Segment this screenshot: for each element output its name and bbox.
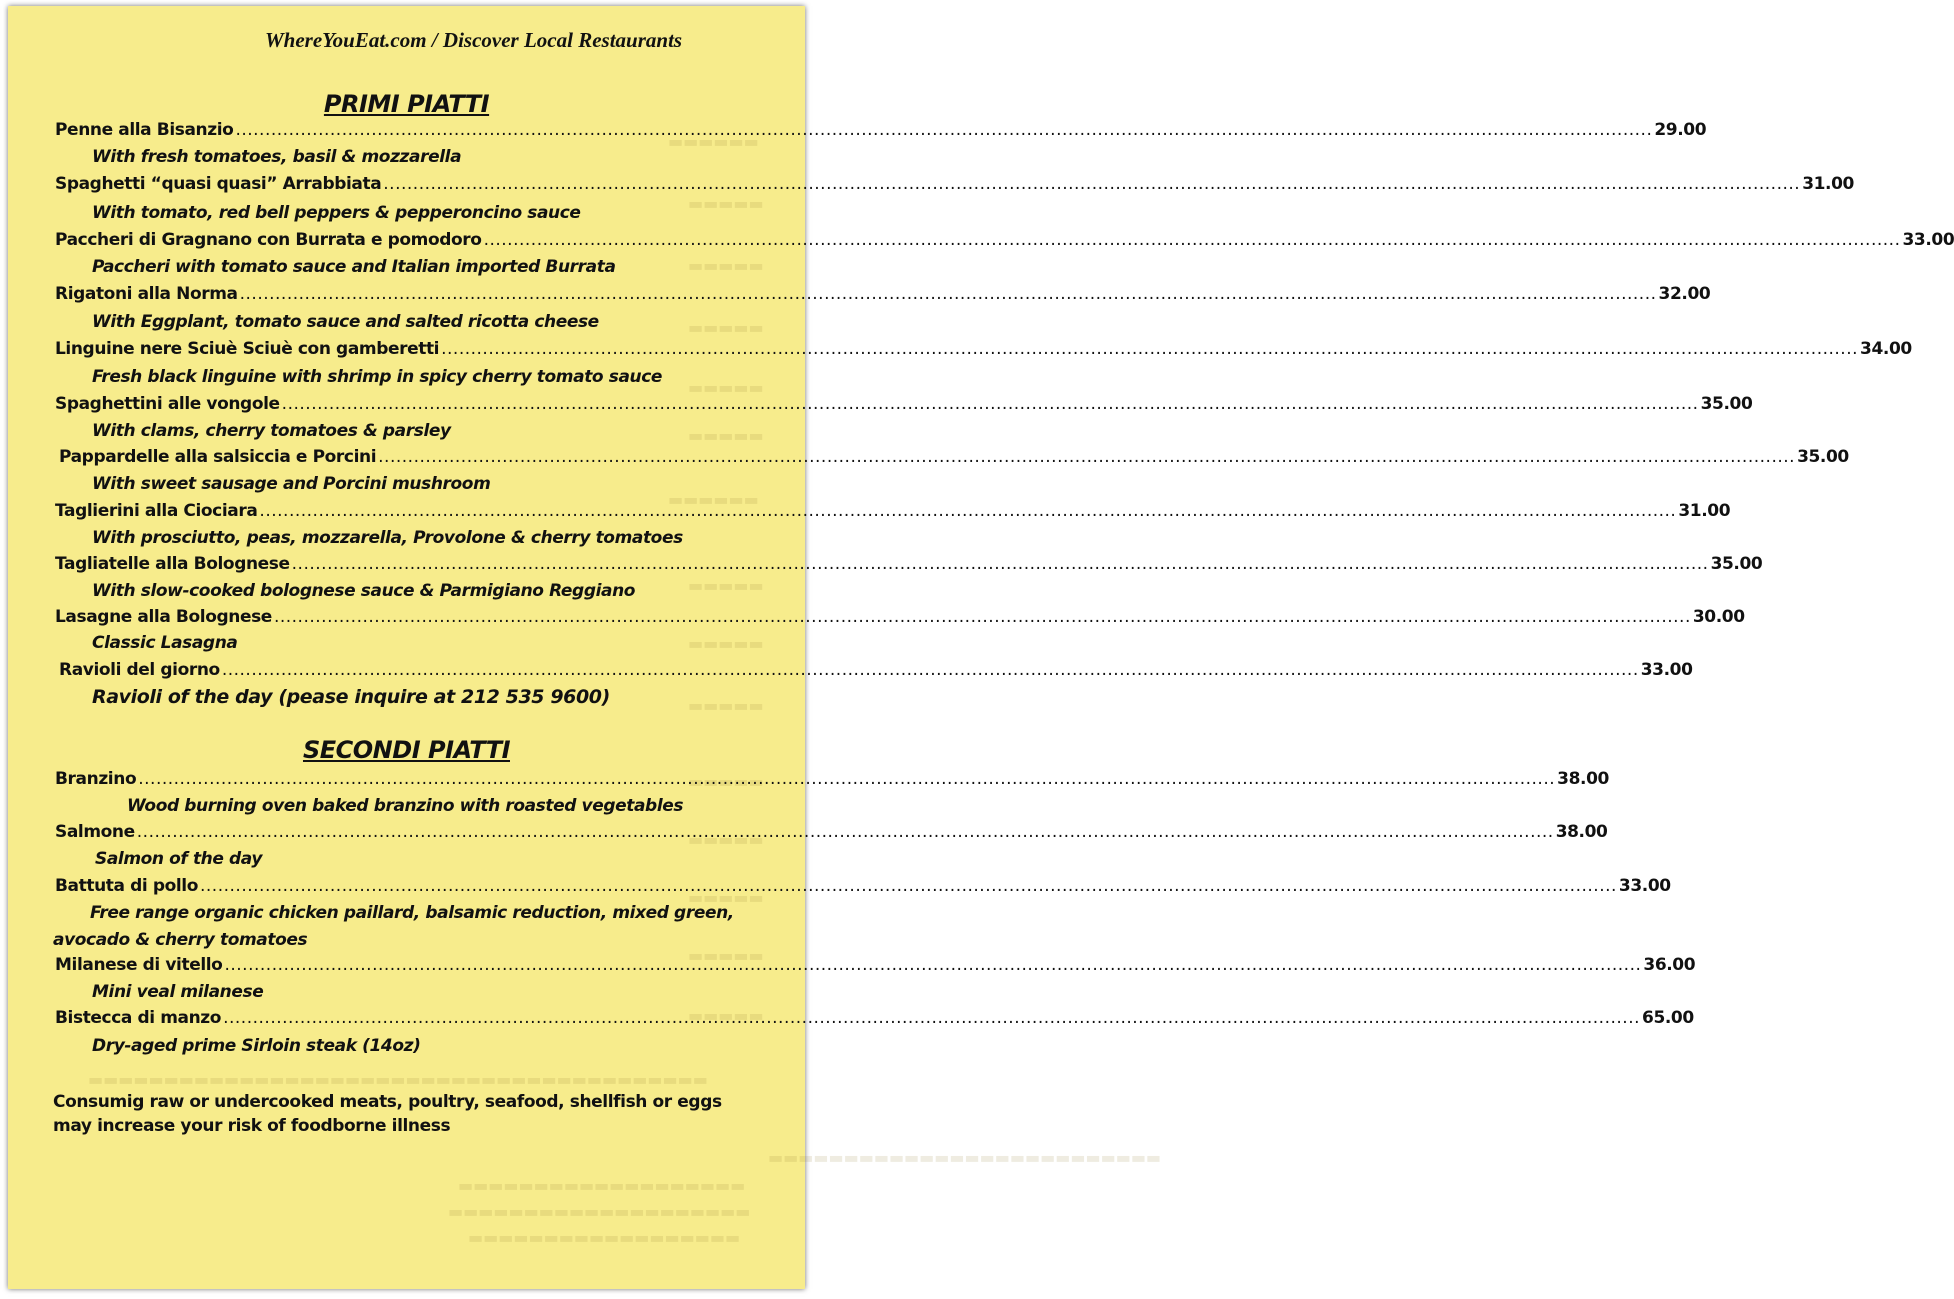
item-name: Lasagne alla Bolognese <box>55 607 272 627</box>
menu-item <box>55 284 1711 308</box>
menu-item <box>55 955 1696 979</box>
section-title-primi: PRIMI PIATTI <box>323 90 490 118</box>
item-price: 31.00 <box>1678 501 1731 521</box>
item-price: 31.00 <box>1802 174 1854 194</box>
leader-dots <box>292 554 1709 574</box>
leader-dots <box>282 394 1699 414</box>
leader-dots <box>441 339 1858 359</box>
menu-item <box>55 876 1671 900</box>
menu-item <box>55 769 1609 793</box>
item-name: Milanese di vitello <box>55 955 223 975</box>
item-description: Salmon of the day <box>95 849 263 869</box>
menu-item <box>55 120 1707 144</box>
item-price: 35.00 <box>1700 394 1753 414</box>
leader-dots <box>259 501 1676 521</box>
leader-dots <box>484 230 1901 250</box>
leader-dots <box>223 1008 1640 1028</box>
item-name: Linguine nere Sciuè Sciuè con gamberetti <box>55 339 440 359</box>
leader-dots <box>240 284 1657 304</box>
site-banner: WhereYouEat.com / Discover Local Restaurants <box>265 28 683 52</box>
item-description: Paccheri with tomato sauce and Italian imported Burrata <box>92 257 616 277</box>
item-price: 33.00 <box>1902 230 1954 250</box>
item-name: Paccheri di Gragnano con Burrata e pomodoro <box>55 230 482 250</box>
item-price: 30.00 <box>1692 607 1745 627</box>
menu-item <box>55 1008 1694 1032</box>
menu-page: ▬▬▬▬▬▬ ▬▬▬▬▬ ▬▬▬▬▬ ▬▬▬▬▬ ▬▬▬▬▬ ▬▬▬▬▬ ▬▬▬▬▬▬ ▬▬▬▬▬ ▬▬▬▬▬ ▬▬▬▬▬ ▬▬▬▬▬ ▬▬▬▬▬ ▬▬▬▬▬ ▬▬▬▬▬ ▬▬▬▬▬ ▬▬▬▬▬▬▬▬▬▬▬▬▬▬▬▬▬▬▬▬▬▬▬▬▬▬▬▬▬▬▬▬▬▬▬▬▬▬▬▬▬ ▬▬▬▬▬▬▬▬▬▬▬▬▬▬▬▬▬▬▬▬▬▬▬▬▬▬ ▬▬▬▬▬▬▬▬▬▬▬▬▬▬▬▬▬▬▬ ▬▬▬▬▬▬▬▬▬▬▬▬▬▬▬▬▬▬▬▬ ▬▬▬▬▬▬▬▬▬▬▬▬▬▬▬▬▬▬ WhereYouEat.com / Discover Local Restaurants PRIMI PIATTI Penne alla Bisanzio ..... 29.00 With fresh tomatoes, basil & mozzarella Spaghetti “quasi quasi” Arrabbiata ..... 31.00 With tomato, red bell peppers & pepperoncino sauce Paccheri di Gragnano con Burrata e pomodoro ..... 33.00 Paccheri with tomato sauce and Italian imported Burrata Rigatoni alla Norma ..... 32.00 With Eggplant, tomato sauce and salted ricotta cheese Linguine nere Sciuè Sciuè con gamberetti ..... 34.00 Fresh black linguine with shrimp in spicy cherry tomato sauce Spaghettini alle vongole ..... 35.00 With clams, cherry tomatoes & parsley Pappardelle alla salsiccia e Porcini ..... 35.00 With sweet sausage and Porcini mushroom Taglierini alla Ciociara ..... 31.00 With prosciutto, peas, mozzarella, Provolone & cherry tomatoes Tagliatelle alla Bolognese ..... 35.00 With slow-cooked bolognese sauce & Parmigiano Reggiano Lasagne alla Bolognese ..... 30.00 Classic Lasagna Ravioli del giorno ..... 33.00 Ravioli of the day (pease inquire at 212 535 9600) SECONDI PIATTI Branzino ..... 38.00 Wood burning oven baked branzino with roasted vegetables Salmone ..... 38.00 Salmon of the day Battuta di pollo ..... 33.00 Free range organic chicken paillard, balsamic reduction, mixed green, avocado & cherry tomatoes Milanese di vitello ..... 36.00 Mini veal milanese Bistecca di manzo ..... 65.00 Dry-aged prime Sirloin steak (14oz) Consumig raw or undercooked meats, poultry, seafood, shellfish or eggs may increase your risk of foodborne illness <box>8 6 805 1289</box>
item-description: Mini veal milanese <box>92 982 264 1002</box>
item-description: Dry-aged prime Sirloin steak (14oz) <box>92 1036 421 1056</box>
menu-item <box>55 230 1954 254</box>
leader-dots <box>200 876 1617 896</box>
menu-item <box>55 554 1763 578</box>
item-price: 65.00 <box>1642 1008 1694 1028</box>
item-description: With clams, cherry tomatoes & parsley <box>92 421 451 441</box>
leader-dots <box>137 822 1554 842</box>
item-name: Bistecca di manzo <box>55 1008 222 1028</box>
menu-item <box>59 447 1849 471</box>
item-name: Battuta di pollo <box>55 876 198 896</box>
item-price: 32.00 <box>1658 284 1711 304</box>
item-price: 35.00 <box>1710 554 1763 574</box>
item-name: Taglierini alla Ciociara <box>55 501 258 521</box>
item-description: With slow-cooked bolognese sauce & Parmigiano Reggiano <box>92 581 636 601</box>
item-description: With Eggplant, tomato sauce and salted ricotta cheese <box>92 312 599 332</box>
item-description: Wood burning oven baked branzino with roasted vegetables <box>127 796 684 816</box>
item-name: Penne alla Bisanzio <box>55 120 234 140</box>
leader-dots <box>235 120 1652 140</box>
item-name: Branzino <box>55 769 137 789</box>
menu-item <box>55 607 1745 631</box>
menu-item <box>55 174 1854 198</box>
menu-item <box>55 501 1731 525</box>
item-name: Spaghettini alle vongole <box>55 394 280 414</box>
menu-item <box>59 660 1693 684</box>
item-description: Free range organic chicken paillard, balsamic reduction, mixed green, avocado & cherry tomatoes <box>53 903 734 950</box>
leader-dots <box>378 447 1795 467</box>
item-description: With fresh tomatoes, basil & mozzarella <box>92 147 462 167</box>
menu-item <box>55 339 1912 363</box>
item-name: Pappardelle alla salsiccia e Porcini <box>59 447 377 467</box>
item-price: 36.00 <box>1643 955 1696 975</box>
item-name: Salmone <box>55 822 135 842</box>
leader-dots <box>138 769 1555 789</box>
health-notice: Consumig raw or undercooked meats, poultry, seafood, shellfish or eggs may increase your risk of foodborne illness <box>53 1092 722 1136</box>
leader-dots <box>274 607 1691 627</box>
item-price: 33.00 <box>1640 660 1693 680</box>
item-description: With sweet sausage and Porcini mushroom <box>92 474 491 494</box>
item-price: 29.00 <box>1654 120 1707 140</box>
item-description: With tomato, red bell peppers & pepperoncino sauce <box>92 203 581 223</box>
leader-dots <box>224 955 1641 975</box>
item-name: Tagliatelle alla Bolognese <box>55 554 290 574</box>
menu-item <box>55 394 1753 418</box>
section-title-secondi: SECONDI PIATTI <box>302 736 510 764</box>
item-price: 35.00 <box>1797 447 1849 467</box>
item-name: Ravioli del giorno <box>59 660 220 680</box>
item-description: Fresh black linguine with shrimp in spicy cherry tomato sauce <box>92 367 663 387</box>
item-description: Classic Lasagna <box>92 633 238 653</box>
leader-dots <box>383 174 1800 194</box>
item-name: Spaghetti “quasi quasi” Arrabbiata <box>55 174 382 194</box>
item-name: Rigatoni alla Norma <box>55 284 238 304</box>
item-description: With prosciutto, peas, mozzarella, Provolone & cherry tomatoes <box>92 528 683 548</box>
item-price: 33.00 <box>1618 876 1671 896</box>
item-price: 38.00 <box>1557 769 1609 789</box>
leader-dots <box>222 660 1639 680</box>
item-price: 38.00 <box>1555 822 1608 842</box>
menu-item <box>55 822 1608 846</box>
item-price: 34.00 <box>1860 339 1912 359</box>
item-description: Ravioli of the day (pease inquire at 212 535 9600) <box>92 686 610 708</box>
